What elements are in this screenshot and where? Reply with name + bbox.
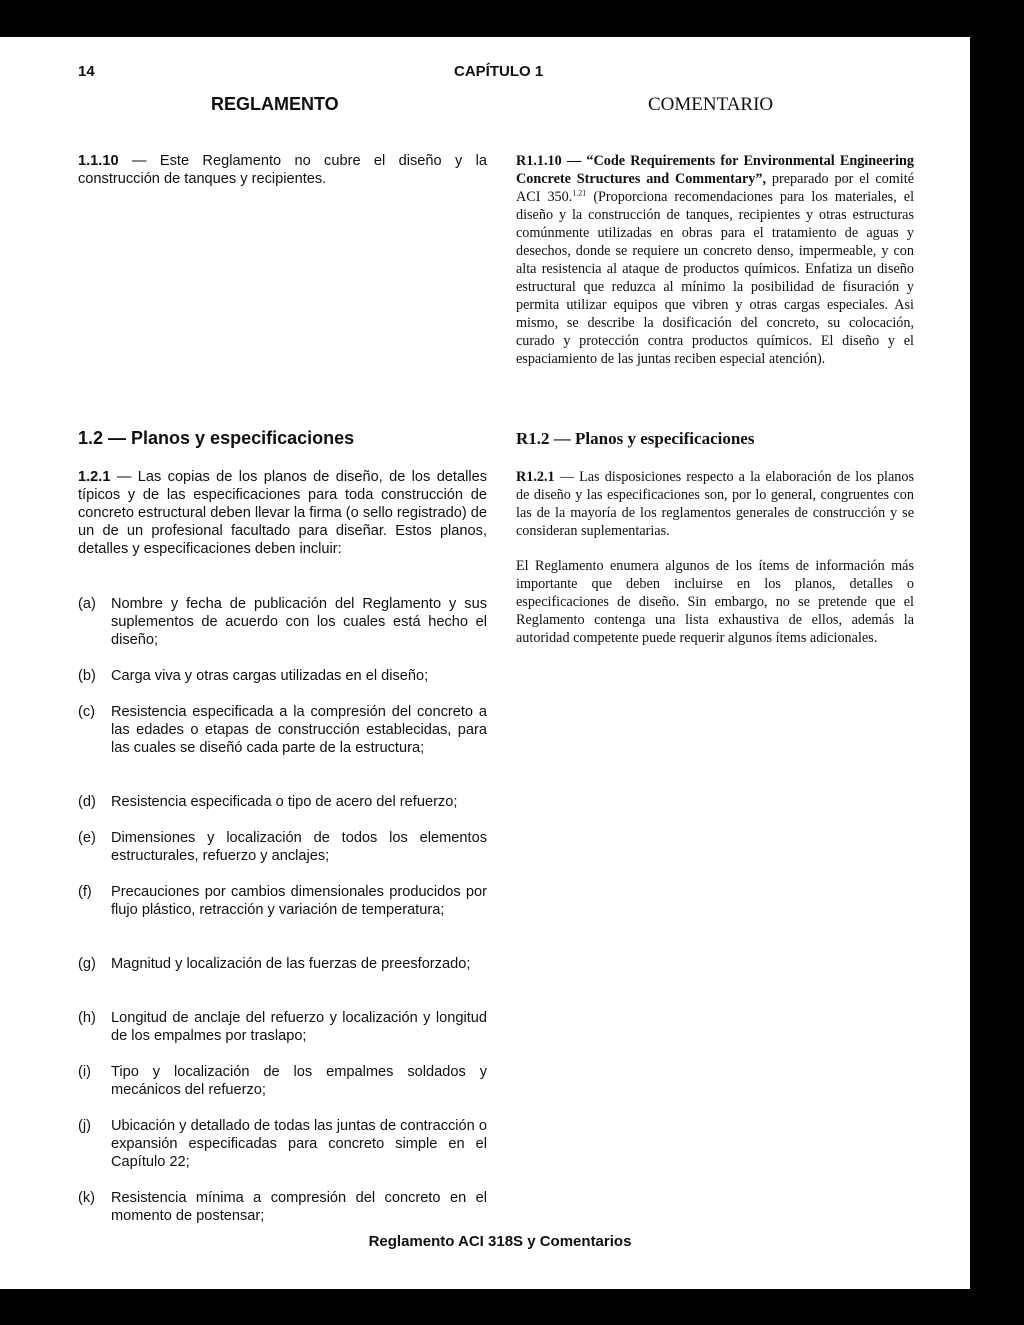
list-item-c	[78, 703, 487, 757]
em-dash: —	[554, 469, 580, 485]
list-item-text: Tipo y localización de los empalmes soldados y mecánicos del refuerzo;	[111, 1064, 487, 1098]
list-item-text: Carga viva y otras cargas utilizadas en el diseño;	[111, 668, 429, 684]
list-item-text: Dimensiones y localización de todos los elementos estructurales, refuerzo y anclajes;	[111, 830, 487, 864]
comentario-column-title: COMENTARIO	[648, 94, 774, 115]
commentary-text: Las disposiciones respecto a la elaboración de los planos de diseño y las especificaciones son, por lo general, congruentes con las de la mayoría de los reglamentos generales de construcción y se consideran suplementarias.	[516, 469, 915, 539]
list-item-label: (c)	[78, 704, 96, 720]
list-item-a	[78, 595, 487, 649]
section-heading-1-2: 1.2 — Planos y especificaciones	[78, 428, 355, 448]
list-item-label: (f)	[78, 884, 92, 900]
list-item-label: (h)	[78, 1010, 96, 1026]
em-dash: —	[110, 469, 138, 485]
list-item-g	[78, 955, 487, 973]
list-item-label: (k)	[78, 1190, 96, 1206]
list-item-k	[78, 1189, 487, 1225]
commentary-r1-2-1	[516, 468, 914, 540]
list-item-e	[78, 829, 487, 865]
section-text: Este Reglamento no cubre el diseño y la construcción de tanques y recipientes.	[78, 153, 487, 187]
list-item-j	[78, 1117, 487, 1171]
list-item-label: (d)	[78, 794, 96, 810]
list-item-text: Resistencia mínima a compresión del concreto en el momento de postensar;	[111, 1190, 487, 1224]
list-item-label: (b)	[78, 668, 96, 684]
list-item-text: Ubicación y detallado de todas las juntas de contracción o expansión especificadas para concreto simple en el Capítulo 22;	[111, 1118, 487, 1170]
list-item-d	[78, 793, 487, 811]
commentary-r1-2-1-paragraph-2: El Reglamento enumera algunos de los ítems de información más importante que deben incluirse en los planos, detalles o especificaciones de diseño. Sin embargo, no se pretende que el Reglamento contenga una lista exhaustiva de ellos, además la autoridad competente puede requerir algunos ítems adicionales.	[516, 558, 914, 646]
list-item-f	[78, 883, 487, 919]
list-item-h	[78, 1009, 487, 1045]
commentary-r1-1-10	[516, 152, 914, 368]
page-footer: Reglamento ACI 318S y Comentarios	[368, 1233, 632, 1250]
list-item-i	[78, 1063, 487, 1099]
list-item-label: (e)	[78, 830, 96, 846]
section-number: 1.1.10	[78, 153, 119, 169]
list-item-text: Nombre y fecha de publicación del Reglamento y sus suplementos de acuerdo con los cuales está hecho el diseño;	[111, 596, 487, 648]
commentary-heading-r1-2: R1.2 — Planos y especificaciones	[516, 429, 755, 448]
list-item-text: Magnitud y localización de las fuerzas de preesforzado;	[111, 956, 471, 972]
list-item-text: Precauciones por cambios dimensionales producidos por flujo plástico, retracción y variación de temperatura;	[111, 884, 487, 918]
page-number: 14	[78, 63, 95, 80]
list-item-b	[78, 667, 487, 685]
section-text: Las copias de los planos de diseño, de los detalles típicos y de las especificaciones para toda construcción de concreto estructural deben llevar la firma (o sello registrado) de un de un profesional facultado para diseñar. Estos planos, detalles y especificaciones deben incluir:	[78, 469, 487, 557]
section-1-1-10	[78, 152, 487, 188]
document-page	[0, 37, 970, 1289]
list-item-text: Longitud de anclaje del refuerzo y localización y longitud de los empalmes por traslapo;	[111, 1010, 487, 1044]
list-item-text: Resistencia especificada o tipo de acero del refuerzo;	[111, 794, 458, 810]
list-item-label: (a)	[78, 596, 96, 612]
commentary-number: R1.2.1	[516, 469, 555, 485]
commentary-text: preparado por el comité ACI 350.	[516, 171, 914, 205]
list-item-label: (g)	[78, 956, 96, 972]
em-dash: —	[118, 153, 160, 169]
chapter-title: CAPÍTULO 1	[454, 63, 544, 80]
commentary-text-continued: (Proporciona recomendaciones para los materiales, el diseño y la construcción de tanques, recipientes y otras estructuras comúnmente utilizadas en obras para el tratamiento de aguas y desechos, donde se requiere un concreto denso, impermeable, y con alta resistencia al ataque de productos químicos. Enfatiza un diseño estructural que reduzca al mínimo la posibilidad de fisuración y permita utilizar equipos que vibren y otras cargas especiales. Asi mismo, se describe la dosificación del concreto, su colocación, curado y protección contra productos químicos. El diseño y el espaciamiento de las juntas reciben especial atención).	[516, 189, 915, 367]
list-item-label: (j)	[78, 1118, 91, 1134]
reference-superscript: 1.21	[572, 188, 587, 198]
section-1-2-1	[78, 468, 487, 558]
list-item-text: Resistencia especificada a la compresión del concreto a las edades o etapas de construcción establecidas, para las cuales se diseñó cada parte de la estructura;	[111, 704, 487, 756]
reglamento-column-title: REGLAMENTO	[211, 94, 339, 114]
commentary-lead-bold: R1.1.10 — “Code Requirements for Environmental Engineering Concrete Structures and Commentary”,	[516, 153, 914, 187]
list-item-label: (i)	[78, 1064, 91, 1080]
section-number: 1.2.1	[78, 469, 111, 485]
